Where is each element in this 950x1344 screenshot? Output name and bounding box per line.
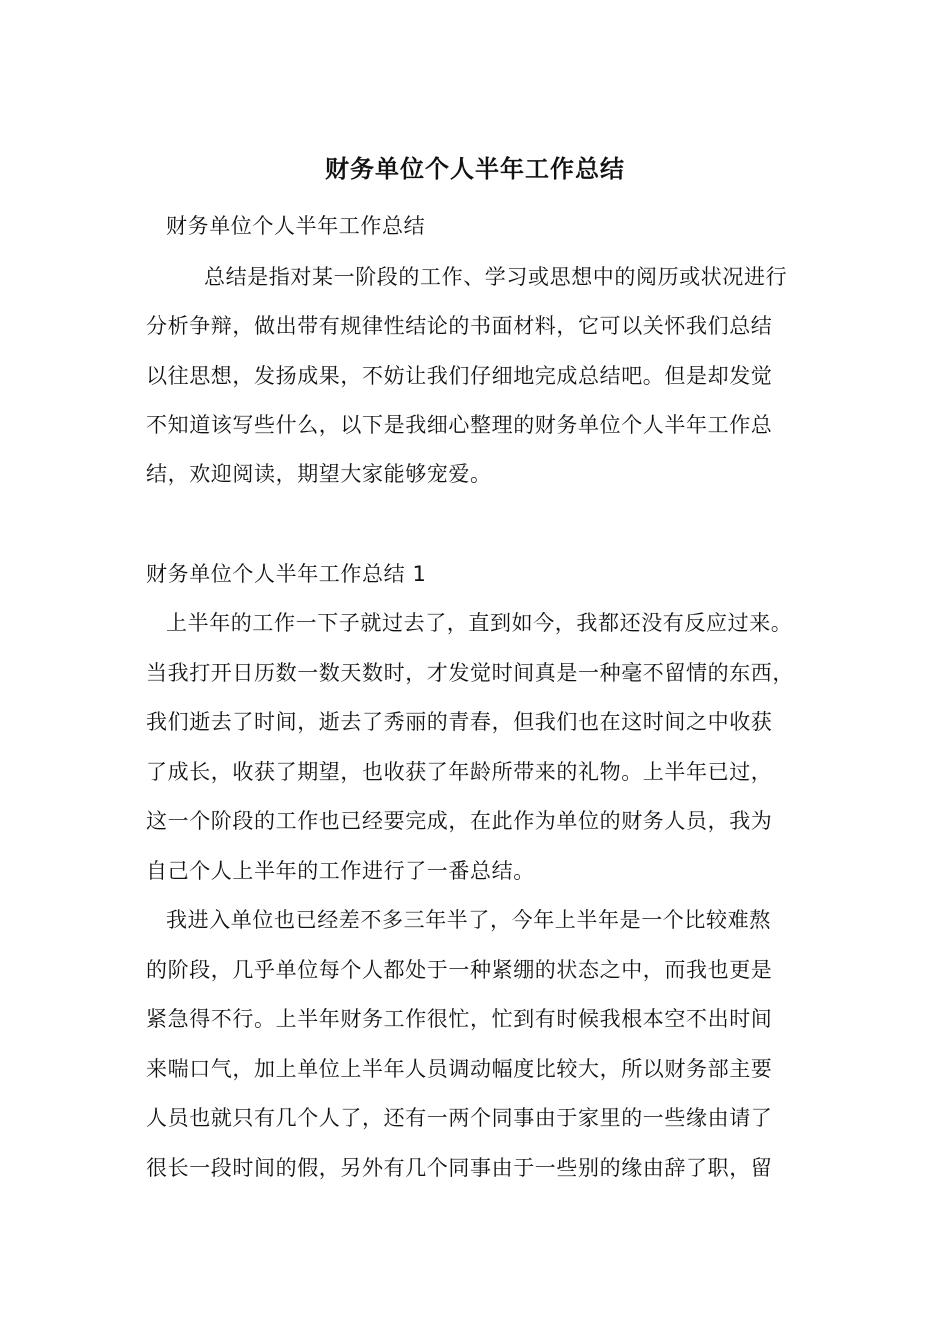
paragraph-line: 的阶段，几乎单位每个人都处于一种紧绷的状态之中，而我也更是	[146, 958, 773, 982]
intro-line: 不知道该写些什么，以下是我细心整理的财务单位个人半年工作总	[146, 413, 773, 437]
paragraph-line: 自己个人上半年的工作进行了一番总结。	[146, 859, 535, 883]
paragraph-line: 了成长，收获了期望，也收获了年龄所带来的礼物。上半年已过，	[146, 760, 773, 784]
paragraph-line: 来喘口气，加上单位上半年人员调动幅度比较大，所以财务部主要	[146, 1057, 773, 1081]
paragraph-line: 我进入单位也已经差不多三年半了，今年上半年是一个比较难熬	[166, 908, 771, 932]
intro-line: 分析争辩，做出带有规律性结论的书面材料，它可以关怀我们总结	[146, 314, 773, 338]
document-title: 财务单位个人半年工作总结	[325, 155, 625, 183]
document-subtitle: 财务单位个人半年工作总结	[166, 214, 426, 238]
paragraph-line: 人员也就只有几个人了，还有一两个同事由于家里的一些缘由请了	[146, 1106, 773, 1130]
paragraph-line: 当我打开日历数一数天数时，才发觉时间真是一种毫不留情的东西，	[146, 661, 794, 685]
intro-line: 以往思想，发扬成果，不妨让我们仔细地完成总结吧。但是却发觉	[146, 364, 773, 388]
intro-line: 结，欢迎阅读，期望大家能够宠爱。	[146, 462, 492, 486]
paragraph-line: 这一个阶段的工作也已经要完成，在此作为单位的财务人员，我为	[146, 809, 773, 833]
paragraph-line: 很长一段时间的假，另外有几个同事由于一些别的缘由辞了职，留	[146, 1156, 773, 1180]
paragraph-line: 上半年的工作一下子就过去了，直到如今，我都还没有反应过来。	[166, 611, 793, 635]
section-heading: 财务单位个人半年工作总结 1	[146, 562, 427, 586]
paragraph-line: 紧急得不行。上半年财务工作很忙，忙到有时候我根本空不出时间	[146, 1007, 773, 1031]
paragraph-line: 我们逝去了时间，逝去了秀丽的青春，但我们也在这时间之中收获	[146, 710, 773, 734]
intro-line: 总结是指对某一阶段的工作、学习或思想中的阅历或状况进行	[204, 265, 788, 289]
